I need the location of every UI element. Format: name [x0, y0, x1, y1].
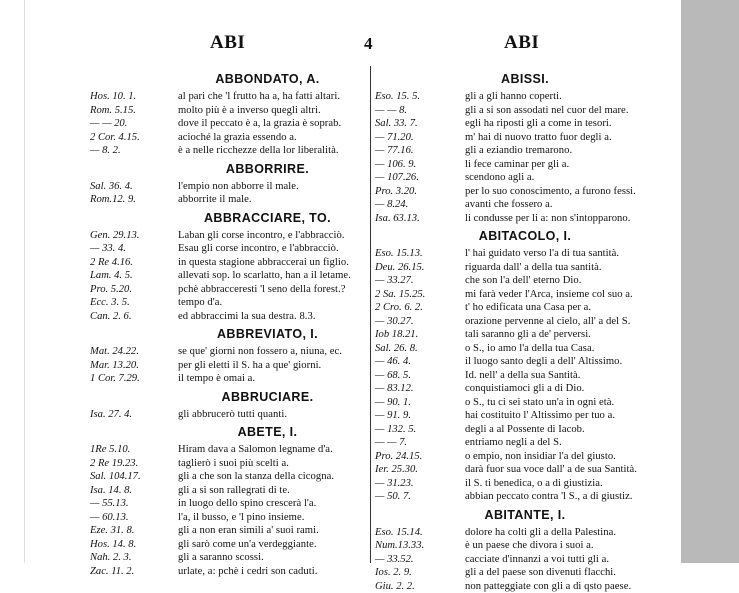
scripture-reference: Sal. 104.17.: [90, 470, 178, 484]
quotation-text: gli a eziandio tremarono.: [465, 145, 572, 156]
citation-line: [375, 185, 675, 199]
citation-line: [375, 423, 675, 437]
quotation-text: in questa stagione abbraccerai un figlio.: [178, 257, 349, 268]
scripture-reference: — 46. 4.: [375, 355, 465, 369]
scripture-reference: Num.13.33.: [375, 539, 465, 553]
scripture-reference: Deu. 26.15.: [375, 261, 465, 275]
quotation-text: è a nelle ricchezze della lor liberalità.: [178, 145, 339, 156]
scripture-reference: Ecc. 3. 5.: [90, 296, 178, 310]
quotation-text: ed abbraccimi la sua destra. 8.3.: [178, 311, 316, 322]
quotation-text: gli a che son la stanza della cicogna.: [178, 471, 334, 482]
entry-heading: ABBORRIRE.: [90, 158, 445, 180]
citation-line: [375, 117, 675, 131]
scripture-reference: — 33.27.: [375, 274, 465, 288]
citation-line: [375, 171, 675, 185]
quotation-text: non patteggiate con gli a di qsto paese.: [465, 581, 631, 592]
quotation-text: li condusse per li a: non s'intopparono.: [465, 213, 630, 224]
scripture-reference: Can. 2. 6.: [90, 310, 178, 324]
scripture-reference: — 68. 5.: [375, 369, 465, 383]
quotation-text: riguarda dall' a della tua santità.: [465, 262, 602, 273]
scripture-reference: Rom. 5.15.: [90, 104, 178, 118]
quotation-text: abbian peccato contra 'l S., a di giustiz.: [465, 491, 633, 502]
entry-heading: ABITACOLO, I.: [375, 225, 675, 247]
citation-line: [375, 198, 675, 212]
quotation-text: orazione pervenne al cielo, all' a del S.: [465, 316, 630, 327]
scripture-reference: Giu. 2. 2.: [375, 580, 465, 593]
scripture-reference: Mat. 24.22.: [90, 345, 178, 359]
scripture-reference: Ier. 25.30.: [375, 463, 465, 477]
citation-line: [375, 463, 675, 477]
quotation-text: Laban gli corse incontro, e l'abbracciò.: [178, 230, 345, 241]
citation-line: [375, 301, 675, 315]
citation-line: [375, 274, 675, 288]
page-number: 4: [364, 34, 373, 54]
quotation-text: allevati sop. lo scarlatto, han a il letame.: [178, 270, 351, 281]
quotation-text: tempo d'a.: [178, 297, 222, 308]
citation-line: [375, 539, 675, 553]
citation-line: [375, 396, 675, 410]
quotation-text: il S. ti benedica, o a di giustizia.: [465, 478, 603, 489]
scripture-reference: Rom.12. 9.: [90, 193, 178, 207]
scripture-reference: — 60.13.: [90, 511, 178, 525]
scripture-reference: Iob 18.21.: [375, 328, 465, 342]
quotation-text: che son l'a dell' eterno Dio.: [465, 275, 581, 286]
scripture-reference: Eso. 15.14.: [375, 526, 465, 540]
quotation-text: darà fuor sua voce dall' a de sua Santità.: [465, 464, 637, 475]
scripture-reference: Isa. 63.13.: [375, 212, 465, 226]
scripture-reference: — 83.12.: [375, 382, 465, 396]
citation-line: [375, 131, 675, 145]
quotation-text: Id. nell' a della sua Santità.: [465, 370, 581, 381]
quotation-text: o S., io amo l'a della tua Casa.: [465, 343, 594, 354]
scripture-reference: — — 7.: [375, 436, 465, 450]
entry-heading: ABBRUCIARE.: [90, 386, 445, 408]
quotation-text: per lo suo conoscimento, a furono fessi.: [465, 186, 636, 197]
right-column: [375, 68, 675, 593]
scripture-reference: 2 Sa. 15.25.: [375, 288, 465, 302]
scripture-reference: Sal. 26. 8.: [375, 342, 465, 356]
quotation-text: pchè abbracceresti 'l seno della forest.?: [178, 284, 346, 295]
scripture-reference: — 33. 4.: [90, 242, 178, 256]
citation-line: [375, 450, 675, 464]
entry-heading: ABETE, I.: [90, 421, 445, 443]
quotation-text: cacciate d'innanzi a voi tutti gli a.: [465, 554, 609, 565]
citation-line: [375, 580, 675, 593]
quotation-text: Hiram dava a Salomon legname d'a.: [178, 444, 333, 455]
scripture-reference: Nah. 2. 3.: [90, 551, 178, 565]
citation-line: [375, 212, 675, 226]
citation-line: [375, 342, 675, 356]
scripture-reference: Eso. 15. 5.: [375, 90, 465, 104]
quotation-text: degli a al Possente di Iacob.: [465, 424, 585, 435]
quotation-text: per gli eletti il S. ha a que' giorni.: [178, 360, 321, 371]
scripture-reference: — 132. 5.: [375, 423, 465, 437]
scripture-reference: Isa. 27. 4.: [90, 408, 178, 422]
scripture-reference: 2 Re 19.23.: [90, 457, 178, 471]
scripture-reference: Pro. 24.15.: [375, 450, 465, 464]
citation-line: [375, 328, 675, 342]
citation-line: [375, 490, 675, 504]
quotation-text: gli a gli hanno coperti.: [465, 91, 562, 102]
citation-line: [375, 526, 675, 540]
scripture-reference: — 55.13.: [90, 497, 178, 511]
quotation-text: o empio, non insidiar l'a del giusto.: [465, 451, 616, 462]
scripture-reference: — — 20.: [90, 117, 178, 131]
citation-line: [375, 158, 675, 172]
citation-line: [375, 315, 675, 329]
scripture-reference: — 91. 9.: [375, 409, 465, 423]
scripture-reference: Eze. 31. 8.: [90, 524, 178, 538]
entry-heading: ABBONDATO, A.: [90, 68, 445, 90]
scripture-reference: 2 Cro. 6. 2.: [375, 301, 465, 315]
quotation-text: gli sarò come un'a verdeggiante.: [178, 539, 317, 550]
citation-line: [375, 553, 675, 567]
citation-line: [375, 261, 675, 275]
citation-line: [375, 566, 675, 580]
scripture-reference: Sal. 36. 4.: [90, 180, 178, 194]
quotation-text: abborrite il male.: [178, 194, 252, 205]
quotation-text: conquistiamoci gli a di Dio.: [465, 383, 584, 394]
scripture-reference: Pro. 5.20.: [90, 283, 178, 297]
citation-line: [375, 477, 675, 491]
scripture-reference: Pro. 3.20.: [375, 185, 465, 199]
quotation-text: l'a, il busso, e 'l pino insieme.: [178, 512, 304, 523]
scripture-reference: Eso. 15.13.: [375, 247, 465, 261]
entry-heading: ABISSI.: [375, 68, 675, 90]
quotation-text: gli a si son assodati nel cuor del mare.: [465, 105, 629, 116]
scripture-reference: Mar. 13.20.: [90, 359, 178, 373]
scripture-reference: 2 Cor. 4.15.: [90, 131, 178, 145]
viewer-side-panel: [681, 0, 739, 563]
citation-line: [375, 355, 675, 369]
quotation-text: il luogo santo degli a dell' Altissimo.: [465, 356, 622, 367]
citation-line: [375, 104, 675, 118]
citation-line: [375, 247, 675, 261]
scripture-reference: — 33.52.: [375, 553, 465, 567]
quotation-text: tali saranno gli a de' perversi.: [465, 329, 591, 340]
citation-line: [375, 409, 675, 423]
quotation-text: l'empio non abborre il male.: [178, 181, 299, 192]
scripture-reference: Isa. 14. 8.: [90, 484, 178, 498]
quotation-text: se que' giorni non fossero a, niuna, ec.: [178, 346, 342, 357]
citation-line: [375, 369, 675, 383]
scripture-reference: — 71.20.: [375, 131, 465, 145]
running-head-right: ABI: [504, 32, 539, 54]
scripture-reference: Ios. 2. 9.: [375, 566, 465, 580]
entry-heading: ABITANTE, I.: [375, 504, 675, 526]
scripture-reference: Gen. 29.13.: [90, 229, 178, 243]
quotation-text: è un paese che divora i suoi a.: [465, 540, 594, 551]
quotation-text: gli a saranno scossi.: [178, 552, 264, 563]
quotation-text: gli a si son rallegrati di te.: [178, 485, 290, 496]
scripture-reference: — 30.27.: [375, 315, 465, 329]
scripture-reference: Lam. 4. 5.: [90, 269, 178, 283]
quotation-text: mi farà veder l'Arca, insieme col suo a.: [465, 289, 633, 300]
quotation-text: al pari che 'l frutto ha a, ha fatti altari.: [178, 91, 340, 102]
scripture-reference: — 106. 9.: [375, 158, 465, 172]
quotation-text: gli a del paese son divenuti flacchi.: [465, 567, 616, 578]
scripture-reference: Hos. 14. 8.: [90, 538, 178, 552]
quotation-text: t' ho edificata una Casa per a.: [465, 302, 591, 313]
scripture-reference: 2 Re 4.16.: [90, 256, 178, 270]
scripture-reference: Sal. 33. 7.: [375, 117, 465, 131]
quotation-text: dolore ha colti gli a della Palestina.: [465, 527, 616, 538]
scripture-reference: — 107.26.: [375, 171, 465, 185]
scripture-reference: — 77.16.: [375, 144, 465, 158]
scripture-reference: — 8. 2.: [90, 144, 178, 158]
scripture-reference: — 31.23.: [375, 477, 465, 491]
citation-line: [375, 90, 675, 104]
quotation-text: acioché la grazia essendo a.: [178, 132, 297, 143]
quotation-text: egli ha riposti gli a come in tesori.: [465, 118, 612, 129]
scripture-reference: 1Re 5.10.: [90, 443, 178, 457]
quotation-text: m' hai di nuovo tratto fuor degli a.: [465, 132, 612, 143]
quotation-text: gli a non eran simili a' suoi rami.: [178, 525, 319, 536]
scripture-reference: Hos. 10. 1.: [90, 90, 178, 104]
scripture-reference: — 90. 1.: [375, 396, 465, 410]
running-head-left: ABI: [210, 32, 245, 54]
quotation-text: gli abbrucerò tutti quanti.: [178, 409, 287, 420]
quotation-text: avanti che fossero a.: [465, 199, 553, 210]
quotation-text: urlate, a: pchè i cedri son caduti.: [178, 566, 317, 577]
scripture-reference: 1 Cor. 7.29.: [90, 372, 178, 386]
citation-line: [375, 288, 675, 302]
entry-heading: ABBREVIATO, I.: [90, 323, 445, 345]
quotation-text: dove il peccato è a, la grazia è soprab.: [178, 118, 341, 129]
entry-heading: ABBRACCIARE, TO.: [90, 207, 445, 229]
quotation-text: li fece caminar per gli a.: [465, 159, 569, 170]
scripture-reference: Zac. 11. 2.: [90, 565, 178, 579]
quotation-text: scendono agli a.: [465, 172, 534, 183]
citation-line: [375, 436, 675, 450]
scripture-reference: — 8.24.: [375, 198, 465, 212]
quotation-text: taglierò i suoi più scelti a.: [178, 458, 289, 469]
scripture-reference: — 50. 7.: [375, 490, 465, 504]
quotation-text: hai costituito l' Altissimo per tuo a.: [465, 410, 615, 421]
quotation-text: o S., tu ci sei stato un'a in ogni età.: [465, 397, 614, 408]
citation-line: [375, 144, 675, 158]
quotation-text: entriamo negli a del S.: [465, 437, 562, 448]
page-edge-line: [24, 0, 25, 563]
citation-line: [375, 382, 675, 396]
quotation-text: l' hai guidato verso l'a di tua santità.: [465, 248, 619, 259]
quotation-text: molto più è a inverso quegli altri.: [178, 105, 321, 116]
quotation-text: il tempo è omai a.: [178, 373, 255, 384]
quotation-text: Esau gli corse incontro, e l'abbracciò.: [178, 243, 339, 254]
quotation-text: in luogo dello spino crescerà l'a.: [178, 498, 316, 509]
scripture-reference: — — 8.: [375, 104, 465, 118]
